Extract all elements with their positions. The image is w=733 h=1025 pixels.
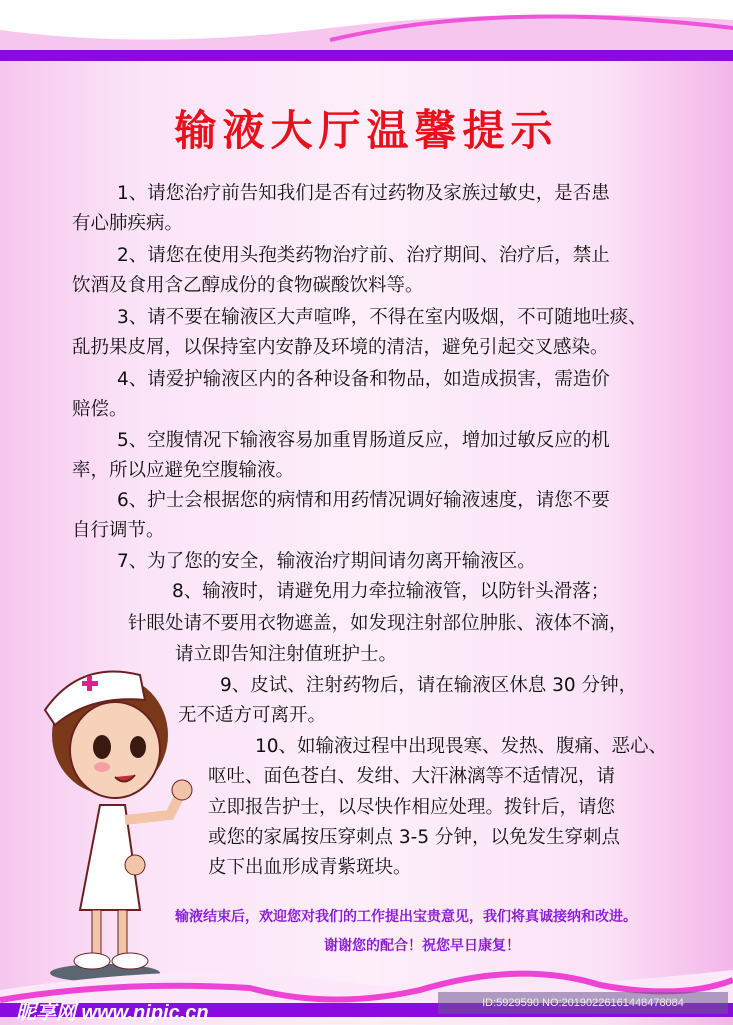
notice-line: 有心肺疾病。 [72, 213, 184, 234]
notice-line: 7、为了您的安全，输液治疗期间请勿离开输液区。 [117, 551, 536, 572]
notice-line: 皮下出血形成青紫斑块。 [208, 857, 412, 878]
watermark-id: ID:5929590 NO:20190226161448478084 [438, 992, 728, 1014]
notice-line: 6、护士会根据您的病情和用药情况调好输液速度，请您不要 [117, 490, 610, 511]
notice-line: 乱扔果皮屑，以保持室内安静及环境的清洁，避免引起交叉感染。 [72, 337, 609, 358]
nurse-illustration [30, 655, 210, 985]
notice-line: 立即报告护士，以尽快作相应处理。拨针后，请您 [208, 797, 616, 818]
notice-line: 无不适方可离开。 [178, 705, 327, 726]
notice-line: 呕吐、面色苍白、发绀、大汗淋漓等不适情况，请 [208, 766, 616, 787]
footer-message: 输液结束后，欢迎您对我们的工作提出宝贵意见，我们将真诚接纳和改进。 [175, 909, 637, 925]
notice-line: 请立即告知注射值班护士。 [175, 644, 398, 665]
notice-line: 自行调节。 [72, 520, 165, 541]
notice-line: 针眼处请不要用衣物遮盖，如发现注射部位肿胀、液体不滴， [128, 613, 628, 634]
notice-line: 2、请您在使用头孢类药物治疗前、治疗期间、治疗后，禁止 [117, 245, 610, 266]
notice-line: 率，所以应避免空腹输液。 [72, 460, 295, 481]
notice-line: 8、输液时，请避免用力牵拉输液管，以防针头滑落； [172, 581, 610, 602]
notice-line: 3、请不要在输液区大声喧哗，不得在室内吸烟，不可随地吐痰、 [117, 307, 647, 328]
notice-line: 1、请您治疗前告知我们是否有过药物及家族过敏史，是否患 [117, 183, 610, 204]
top-bar [0, 50, 733, 61]
notice-line: 饮酒及食用含乙醇成份的食物碳酸饮料等。 [72, 275, 424, 296]
footer-thanks: 谢谢您的配合！祝您早日康复！ [324, 938, 520, 954]
notice-line: 9、皮试、注射药物后，请在输液区休息 30 分钟， [220, 675, 638, 696]
notice-line: 10、如输液过程中出现畏寒、发热、腹痛、恶心、 [255, 736, 668, 757]
notice-line: 赔偿。 [72, 399, 128, 420]
notice-line: 4、请爱护输液区内的各种设备和物品，如造成损害，需造价 [117, 369, 610, 390]
page-title: 输液大厅温馨提示 [174, 106, 559, 155]
notice-line: 或您的家属按压穿刺点 3-5 分钟，以免发生穿刺点 [208, 827, 620, 848]
watermark-site: 昵享网 www.nipic.cn [16, 1002, 209, 1024]
notice-line: 5、空腹情况下输液容易加重胃肠道反应，增加过敏反应的机 [117, 430, 610, 451]
